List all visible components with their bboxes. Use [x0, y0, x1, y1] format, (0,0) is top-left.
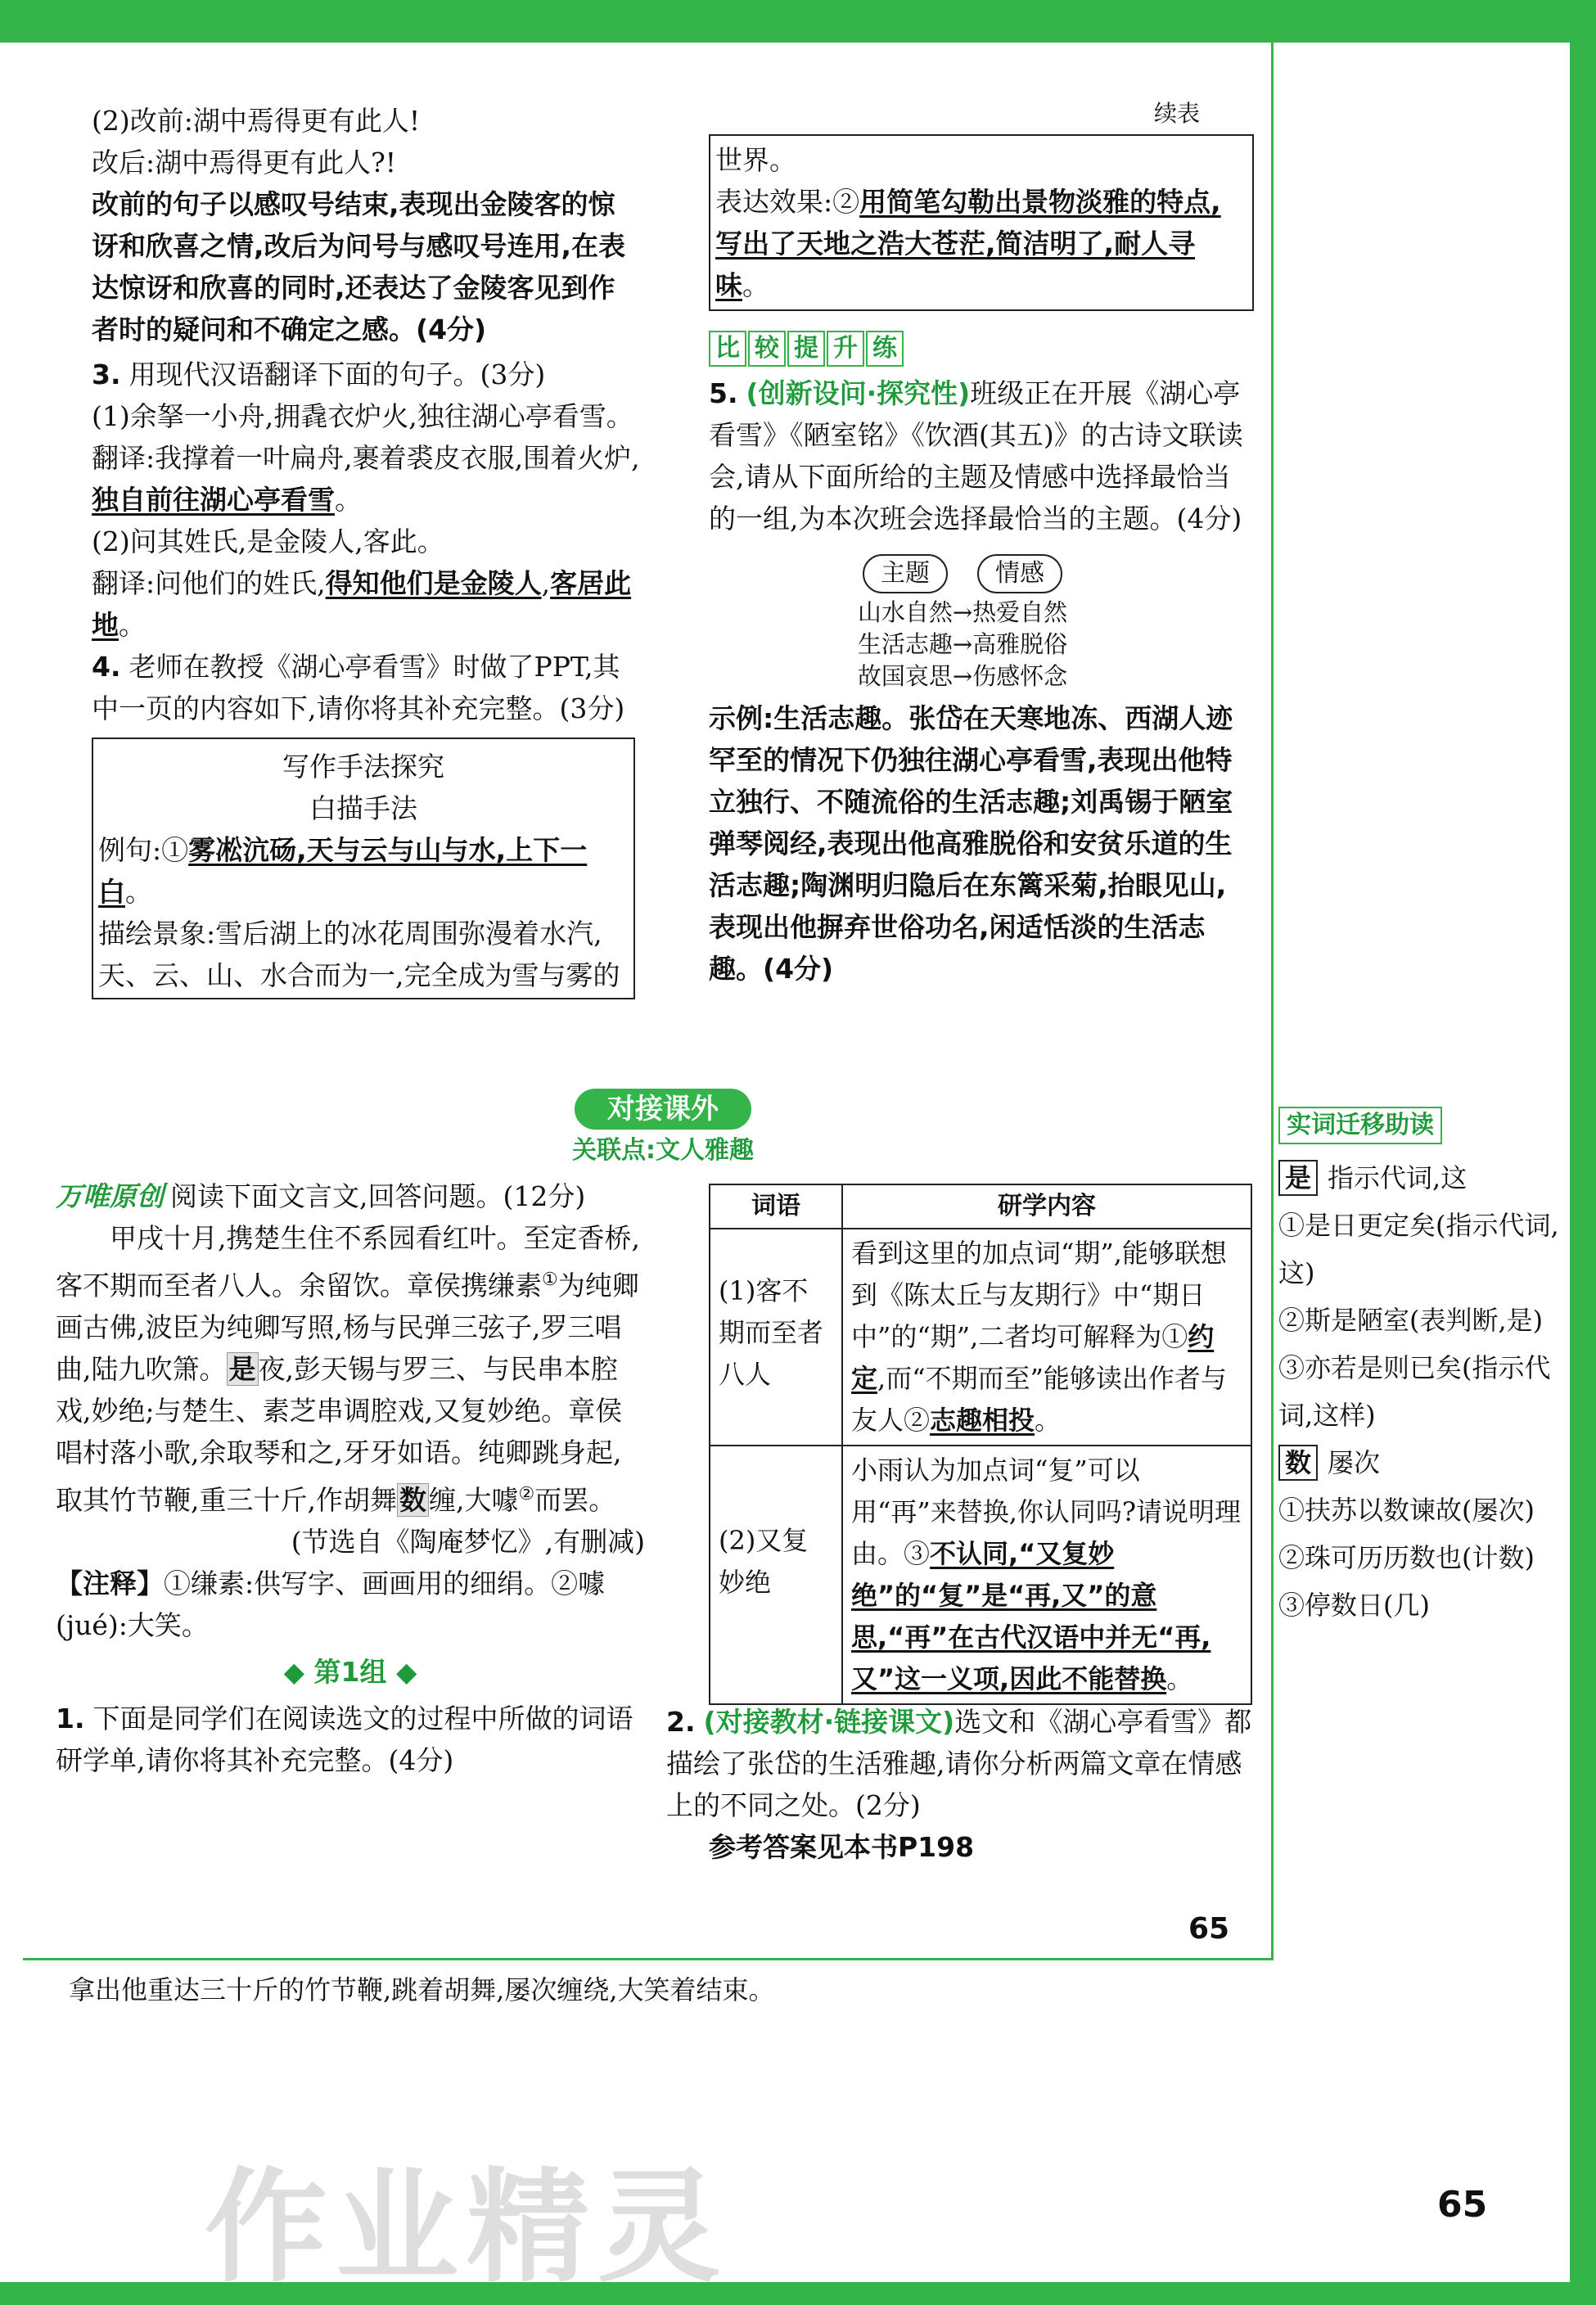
table-row — [710, 1229, 1251, 1446]
section-tag-2: 较 — [748, 331, 786, 367]
emotion-bubble: 情感 — [977, 554, 1062, 593]
banner-extracurricular: 对接课外 — [575, 1089, 751, 1130]
q5-question: 5. (创新设问·探究性)班级正在开展《湖心亭看雪》《陋室铭》《饮酒(其五)》的古诗文联读会,请从下面所给的主题及情感中选择最恰当的一组,为本次班会选择最恰当的主题。(4分) — [709, 377, 1243, 535]
q2-question: 2. (对接教材·链接课文)选文和《湖心亭看雪》都描绘了张岱的生活雅趣,请你分析两篇文章在情感上的不同之处。(2分) — [666, 1706, 1252, 1821]
ppt-box — [92, 738, 635, 999]
q3-sentence-1: (1)余拏一小舟,拥毳衣炉火,独往湖心亭看雪。 — [92, 400, 633, 432]
inner-page-number: 65 — [1188, 1912, 1230, 1946]
expression-effect: 表达效果:②用简笔勾勒出景物淡雅的特点,写出了天地之浩大苍茫,简洁明了,耐人寻味。 — [715, 186, 1221, 301]
q3-translation-1: 翻译:我撑着一叶扁舟,裹着裘皮衣服,围着火炉,独自前往湖心亭看雪。 — [92, 442, 640, 516]
table-word-1: (1)客不期而至者八人 — [710, 1229, 842, 1446]
vocab-sidebar — [1278, 1107, 1565, 1629]
ppt-title: 写作手法探究 — [282, 751, 444, 783]
study-table — [709, 1184, 1252, 1705]
continued-box — [709, 134, 1254, 311]
q2-after: 改后:湖中焉得更有此人?! — [92, 147, 397, 178]
section-tag-5: 练 — [866, 331, 904, 367]
table-header-word: 词语 — [710, 1184, 842, 1229]
section-tag-3: 提 — [787, 331, 825, 367]
table-row — [710, 1446, 1251, 1704]
page-number: 65 — [1437, 2184, 1488, 2226]
theme-pair-3: 故国哀思→伤感怀念 — [857, 662, 1068, 690]
theme-bubbles — [709, 551, 1249, 593]
theme-bubble: 主题 — [863, 554, 948, 593]
list-item: ②斯是陋室(表判断,是) — [1278, 1305, 1544, 1336]
q1-question: 1. 下面是同学们在阅读选文的过程中所做的词语研学单,请你将其补充完整。(4分) — [56, 1703, 633, 1776]
vocab-list — [1278, 1154, 1565, 1629]
passage-source: (节选自《陶庵梦忆》,有删减) — [291, 1526, 645, 1558]
passage-intro: 万唯原创 阅读下面文言文,回答问题。(12分) — [56, 1180, 586, 1212]
q2-before: (2)改前:湖中焉得更有此人! — [92, 105, 421, 137]
banner-wrap — [573, 1089, 753, 1130]
list-item: 是 指示代词,这 — [1278, 1154, 1565, 1202]
q3-translation-2: 翻译:问他们的姓氏,得知他们是金陵人,客居此地。 — [92, 567, 632, 641]
list-item: ③亦若是则已矣(指示代词,这样) — [1278, 1352, 1551, 1431]
ppt-subtitle: 白描手法 — [309, 792, 417, 824]
list-item: ①扶苏以数谏故(屡次) — [1278, 1495, 1535, 1526]
top-green-border — [0, 0, 1596, 43]
theme-pairs — [709, 597, 1249, 692]
theme-pair-1: 山水自然→热爱自然 — [857, 598, 1068, 626]
list-item: ①是日更定矣(指示代词,这) — [1278, 1210, 1559, 1288]
table-header-row — [710, 1184, 1251, 1229]
ppt-example: 例句:①雾凇沆砀,天与云与山与水,上下一白。 — [98, 834, 588, 908]
continued-line1: 世界。 — [715, 144, 796, 176]
watermark-logo: 作业精灵 — [205, 2157, 729, 2299]
q3-question: 3. 用现代汉语翻译下面的句子。(3分) — [92, 359, 546, 390]
passage-column — [56, 1175, 645, 1781]
theme-pair-2: 生活志趣→高雅脱俗 — [857, 630, 1068, 658]
passage-text: 甲戌十月,携楚生住不系园看红叶。至定香桥,客不期而至者八人。余留饮。章侯携缣素①为纯卿画古佛,波臣为纯卿写照,杨与民弹三弦子,罗三唱曲,陆九吹箫。是夜,彭天锡与罗三、与民串本腔戏,妙绝;与楚生、素芝串调腔戏,又复妙绝。章侯唱村落小歌,余取琴和之,牙牙如语。纯卿跳身起,取其竹节鞭,重三十斤,作胡舞数缠,大噱②而罢。 — [56, 1222, 640, 1516]
table-content-1: 看到这里的加点词“期”,能够联想到《陈太丘与友期行》中“期日中”的“期”,二者均可解释为①约定,而“不期而至”能够读出作者与友人②志趣相投。 — [842, 1229, 1251, 1446]
continued-label: 续表 — [1153, 100, 1200, 127]
passage-notes: 【注释】①缣素:供写字、画画用的细绢。②噱(jué):大笑。 — [56, 1567, 606, 1641]
right-column — [709, 97, 1249, 990]
study-table-wrap — [709, 1184, 1252, 1705]
association-point: 关联点:文人雅趣 — [572, 1136, 754, 1165]
vocab-sidebar-title: 实词迁移助读 — [1278, 1107, 1442, 1144]
answer-reference: 参考答案见本书P198 — [709, 1831, 975, 1863]
group-label: ◆ 第1组 ◆ — [283, 1656, 417, 1688]
list-item: ②珠可历历数也(计数) — [1278, 1542, 1535, 1573]
table-content-2: 小雨认为加点词“复”可以用“再”来替换,你认同吗?请说明理由。③不认同,“又复妙绝”的“复”是“再,又”的意思,“再”在古代汉语中并无“再,又”这一义项,因此不能替换。 — [842, 1446, 1251, 1704]
right-green-border — [1570, 0, 1596, 2305]
table-header-content: 研学内容 — [842, 1184, 1251, 1229]
q2-answer: 改前的句子以感叹号结束,表现出金陵客的惊讶和欣喜之情,改后为问号与感叹号连用,在表达惊讶和欣喜的同时,还表达了金陵客见到作者时的疑问和不确定之感。(4分) — [92, 188, 626, 345]
brand-logo: 万唯原创 — [56, 1180, 164, 1212]
q3-sentence-2: (2)问其姓氏,是金陵人,客此。 — [92, 526, 444, 557]
left-column — [92, 100, 640, 999]
section-tag-1: 比 — [709, 331, 746, 367]
q2-block — [666, 1701, 1256, 1868]
section-compare — [709, 326, 1249, 368]
q4-question: 4. 老师在教授《湖心亭看雪》时做了PPT,其中一页的内容如下,请你将其补充完整。(3分) — [92, 651, 625, 724]
section-tag-4: 升 — [827, 331, 864, 367]
footer-translation: 拿出他重达三十斤的竹节鞭,跳着胡舞,屡次缠绕,大笑着结束。 — [69, 1974, 775, 2005]
q5-answer: 示例:生活志趣。张岱在天寒地冻、西湖人迹罕至的情况下仍独往湖心亭看雪,表现出他特立独行、不随流俗的生活志趣;刘禹锡于陋室弹琴阅经,表现出他高雅脱俗和安贫乐道的生活志趣;陶渊明归隐后在东篱采菊,抬眼见山,表现出他摒弃世俗功名,闲适恬淡的生活志趣。(4分) — [709, 702, 1233, 985]
list-item: ③停数日(几) — [1278, 1590, 1430, 1621]
table-word-2: (2)又复妙绝 — [710, 1446, 842, 1704]
ppt-scene: 描绘景象:雪后湖上的冰花周围弥漫着水汽,天、云、山、水合而为一,完全成为雪与雾的 — [98, 918, 620, 991]
list-item: 数 屡次 — [1278, 1439, 1565, 1486]
